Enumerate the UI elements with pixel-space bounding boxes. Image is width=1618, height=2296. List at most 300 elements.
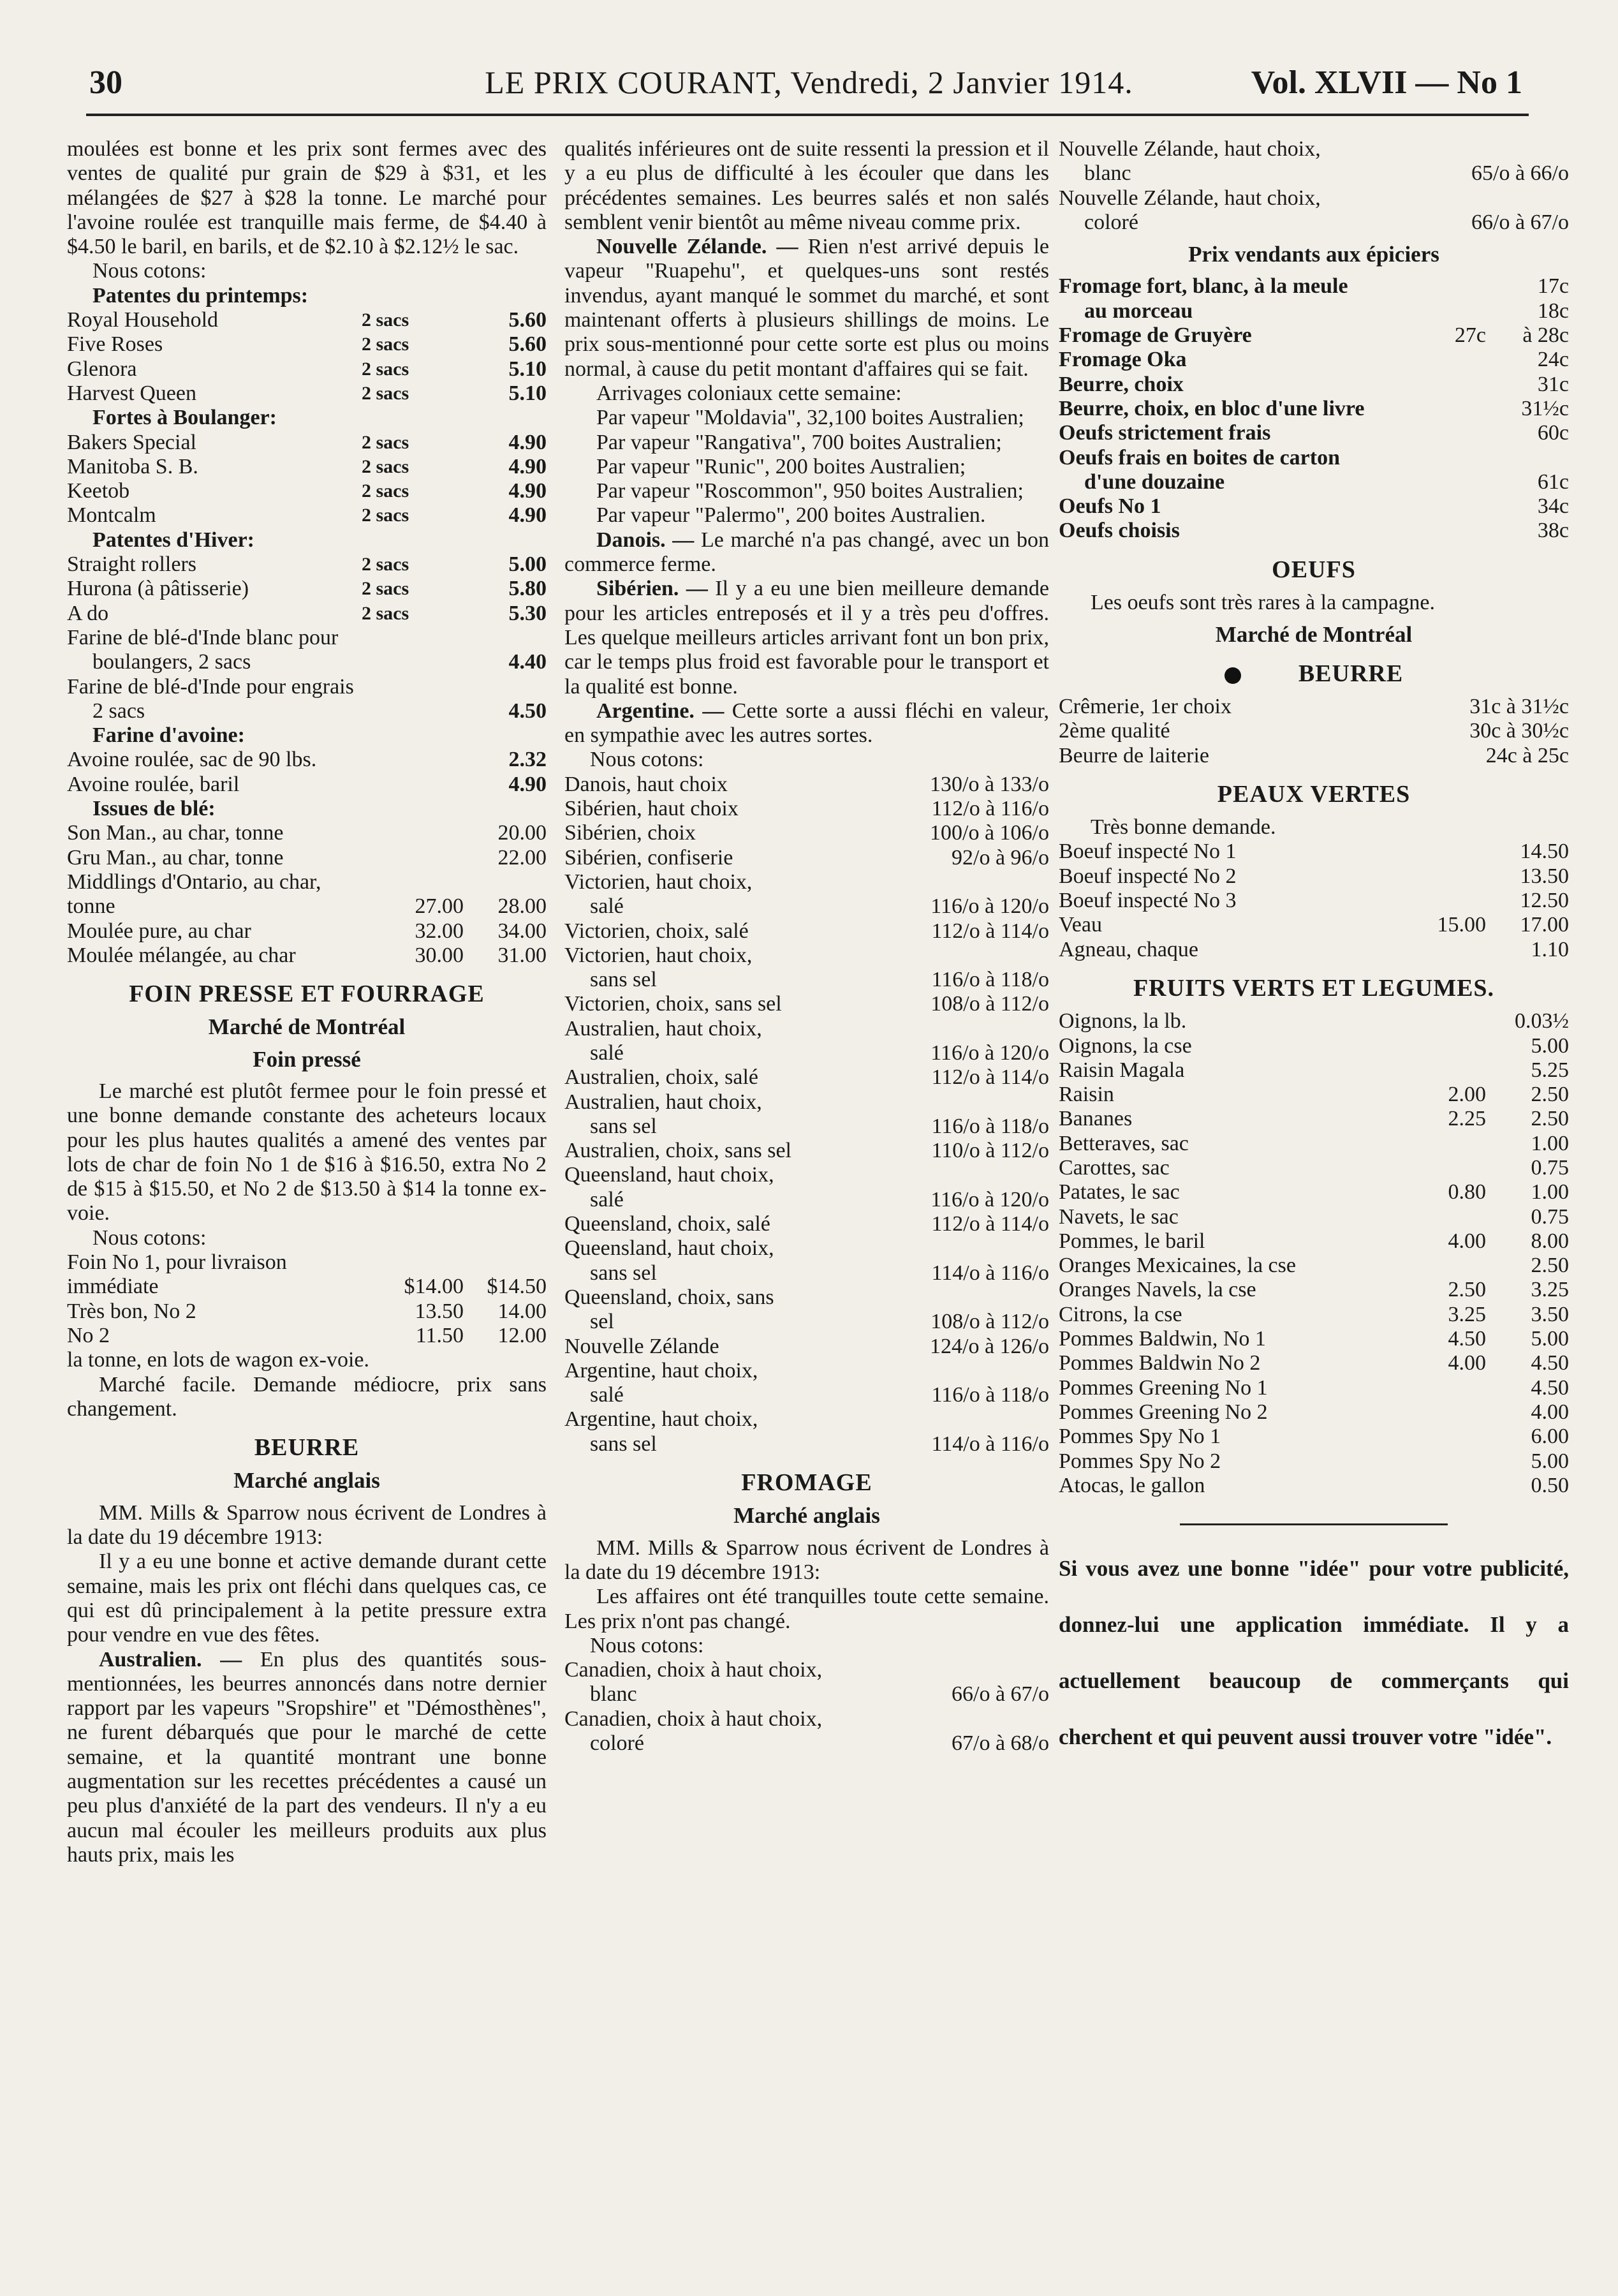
- item-name: Queensland, haut choix,: [564, 1236, 774, 1261]
- group-fortes: Fortes à Boulanger:: [92, 406, 277, 430]
- item-name: blanc: [590, 1682, 637, 1707]
- nz-paragraph: Nouvelle Zélande. — Rien n'est arrivé depuis le vapeur "Ruapehu", et quelques-uns sont restés invendus, ayant manqué le sommet du marché, et sont maintenant offerts à plusieurs shillings de moins. Le prix sous-mentionné pour cette sorte est plus ou moins normal, à cause du petit montant d'affaires qui se fait.: [564, 235, 1049, 381]
- subheading-epiciers: Prix vendants aux épiciers: [1188, 242, 1439, 267]
- item-name: Danois, haut choix: [564, 772, 728, 796]
- item-name: Sibérien, choix: [564, 821, 696, 845]
- item-price-range: 124/o à 126/o: [930, 1334, 1049, 1358]
- price-row: [1059, 1132, 1569, 1156]
- price-row: [1059, 323, 1569, 348]
- price-row: [1059, 161, 1569, 186]
- item-price-high: 8.00: [1531, 1229, 1569, 1253]
- price-row: [564, 1212, 1049, 1236]
- price-row: [564, 1407, 1049, 1432]
- item-quantity: 2 sacs: [362, 358, 409, 380]
- item-name: Gru Man., au char, tonne: [67, 845, 284, 870]
- group-avoine: Farine d'avoine:: [92, 723, 245, 748]
- item-name: Oranges Navels, la cse: [1059, 1278, 1256, 1302]
- price-row: [564, 992, 1049, 1016]
- item-name: salé: [590, 894, 624, 919]
- section-fruits: FRUITS VERTS ET LEGUMES.: [1133, 974, 1495, 1002]
- foin-after: la tonne, en lots de wagon ex-voie.: [67, 1348, 369, 1372]
- item-price: 5.10: [508, 381, 547, 405]
- list-nz: [1059, 137, 1569, 235]
- item-name: Victorien, choix, salé: [564, 919, 749, 943]
- item-quantity: 2 sacs: [362, 334, 409, 355]
- section-beurre: BEURRE: [1059, 662, 1569, 686]
- item-price-high: 2.50: [1531, 1254, 1569, 1278]
- price-row: [564, 1139, 1049, 1163]
- column-1: [67, 137, 547, 2287]
- item-price-high: 1.00: [1531, 1180, 1569, 1204]
- price-row: [1059, 913, 1569, 937]
- price-row: [67, 944, 547, 968]
- page-number: 30: [89, 64, 122, 101]
- volume-number: Vol. XLVII — No 1: [1251, 64, 1522, 101]
- price-row: [1059, 1351, 1569, 1375]
- item-price-high: 1.00: [1531, 1131, 1569, 1155]
- peaux-intro: Très bonne demande.: [1091, 815, 1276, 840]
- price-row: [1059, 421, 1569, 445]
- price-row: [564, 1236, 1049, 1261]
- item-name: Nouvelle Zélande, haut choix,: [1059, 137, 1321, 161]
- list-beurre: [1059, 695, 1569, 768]
- list-canadien: [564, 1658, 1049, 1756]
- item-price-low: 13.50: [415, 1299, 464, 1323]
- item-price: 5.80: [508, 577, 547, 601]
- price-row: [1059, 519, 1569, 543]
- item-name: Moulée pure, au char: [67, 919, 251, 943]
- arrivages-label: Arrivages coloniaux cette semaine:: [596, 381, 902, 405]
- item-price-range: 31c à 31½c: [1469, 694, 1569, 718]
- item-name: blanc: [1084, 161, 1131, 186]
- price-row: 2 sacs 4.50: [92, 699, 547, 723]
- item-price-high: à 28c: [1522, 323, 1569, 348]
- item-price-range: 100/o à 106/o: [930, 821, 1049, 845]
- item-name: Queensland, choix, sans: [564, 1285, 774, 1309]
- item-quantity: 2 sacs: [362, 309, 409, 331]
- mills-paragraph: MM. Mills & Sparrow nous écrivent de Londres à la date du 19 décembre 1913:: [564, 1536, 1049, 1584]
- price-row: [67, 381, 547, 406]
- item-price-low: 2.50: [1448, 1278, 1486, 1302]
- price-row: [1059, 470, 1569, 494]
- item-price: 5.60: [508, 308, 547, 332]
- price-row: [564, 1658, 1049, 1682]
- price-row: [1059, 373, 1569, 397]
- item-name: Oranges Mexicaines, la cse: [1059, 1254, 1296, 1278]
- list-printemps: [67, 308, 547, 406]
- item-name: Crêmerie, 1er choix: [1059, 694, 1232, 718]
- section-foin: FOIN PRESSE ET FOURRAGE: [129, 981, 485, 1008]
- divider: [1180, 1523, 1448, 1525]
- price-row: [1059, 137, 1569, 161]
- item-name: Sibérien, haut choix: [564, 797, 739, 821]
- item-name: Boeuf inspecté No 2: [1059, 864, 1237, 888]
- item-name: Pommes, le baril: [1059, 1229, 1205, 1253]
- item-price: 4.90: [508, 772, 547, 796]
- nous-cotons-label: Nous cotons:: [92, 259, 207, 283]
- price-row: [1059, 719, 1569, 743]
- price-row: [1059, 1278, 1569, 1302]
- item-price-range: 92/o à 96/o: [952, 845, 1049, 870]
- item-price-high: 38c: [1537, 519, 1569, 543]
- item-name: sans sel: [590, 1432, 657, 1456]
- australien-paragraph: Australien. — En plus des quantités sous-mentionnées, les beurres annoncés dans notre dernier rapport par les vapeurs "Sropshire" et "Démosthènes", ne furent débarqués que pour le marché de cette semaine, et la quantité montrant une bonne augmentation sur les recettes précédentes a causé un peu plus d'anxiété de la part des vendeurs. Il n'y a eu aucun mal écouler les meilleurs produits aux plus hauts prix, mais les: [67, 1647, 547, 1867]
- item-name: sans sel: [590, 968, 657, 992]
- item-name: Victorien, haut choix,: [564, 943, 753, 967]
- item-price-high: 22.00: [497, 845, 547, 870]
- item-price: 4.90: [508, 454, 547, 478]
- price-row: [1059, 1009, 1569, 1033]
- item-name: Victorien, choix, sans sel: [564, 992, 782, 1016]
- item-quantity: 2 sacs: [362, 554, 409, 575]
- bullet-icon: [1225, 667, 1241, 684]
- item-price-low: 15.00: [1437, 913, 1486, 937]
- price-row: [564, 821, 1049, 845]
- item-name: Australien, choix, sans sel: [564, 1139, 791, 1163]
- item-name: Citrons, la cse: [1059, 1302, 1182, 1326]
- price-row: [67, 602, 547, 626]
- siberien-paragraph: Sibérien. — Il y a eu une bien meilleure demande pour les articles entreposés et il y a très peu d'offres. Les quelque meilleurs articles arrivant font un bon prix, car le temps plus froid est favorable pour le transport et la qualité est bonne.: [564, 577, 1049, 699]
- item-name: Veau: [1059, 913, 1102, 937]
- foin-facile: Marché facile. Demande médiocre, prix sans changement.: [67, 1372, 547, 1421]
- price-row: [1059, 1303, 1569, 1327]
- price-row: [67, 1275, 547, 1299]
- item-name: Harvest Queen: [67, 381, 196, 405]
- group-hiver: Patentes d'Hiver:: [92, 528, 254, 552]
- item-price-range: 110/o à 112/o: [931, 1139, 1049, 1163]
- item-price-low: 0.80: [1448, 1180, 1486, 1204]
- item-price-range: 116/o à 120/o: [930, 1187, 1049, 1211]
- list-peaux: [1059, 840, 1569, 961]
- item-name: Raisin: [1059, 1083, 1114, 1107]
- item-quantity: 2 sacs: [362, 505, 409, 526]
- price-row: [564, 1041, 1049, 1065]
- item-price-high: 0.50: [1531, 1473, 1569, 1497]
- item-price-high: 5.00: [1531, 1449, 1569, 1473]
- price-row: [564, 773, 1049, 797]
- item-name: Bakers Special: [67, 430, 196, 454]
- list-item: Par vapeur "Runic", 200 boites Australien;: [596, 454, 966, 478]
- item-name: Pommes Baldwin No 2: [1059, 1351, 1261, 1375]
- subheading-anglais: Marché anglais: [233, 1468, 380, 1493]
- price-row: Farine de blé-d'Inde pour engrais: [67, 674, 354, 699]
- item-name: Australien, choix, salé: [564, 1065, 759, 1090]
- item-name: Pommes Spy No 2: [1059, 1449, 1221, 1473]
- item-quantity: 2 sacs: [362, 455, 409, 477]
- item-quantity: 2 sacs: [362, 480, 409, 502]
- nous-cotons-label: Nous cotons:: [590, 748, 704, 772]
- item-price-low: 4.00: [1448, 1351, 1486, 1375]
- item-price-range: 116/o à 120/o: [930, 894, 1049, 919]
- item-price-high: 31½c: [1521, 396, 1569, 420]
- item-name: Boeuf inspecté No 3: [1059, 889, 1237, 913]
- argentine-paragraph: Argentine. — Cette sorte a aussi fléchi en valeur, en sympathie avec les autres sortes.: [564, 699, 1049, 748]
- price-row: [564, 1682, 1049, 1707]
- item-name: No 2: [67, 1323, 110, 1347]
- item-price-range: 67/o à 68/o: [952, 1731, 1049, 1755]
- item-name: Queensland, choix, salé: [564, 1212, 770, 1236]
- item-name: Son Man., au char, tonne: [67, 821, 284, 845]
- list-item: Par vapeur "Moldavia", 32,100 boites Australien;: [596, 406, 1024, 430]
- item-name: Pommes Spy No 1: [1059, 1425, 1221, 1449]
- item-name: Queensland, haut choix,: [564, 1163, 774, 1187]
- section-oeufs: OEUFS: [1272, 556, 1356, 583]
- item-name: Agneau, chaque: [1059, 937, 1199, 961]
- item-name: coloré: [1084, 210, 1138, 234]
- price-row: [564, 1707, 1049, 1731]
- price-row: [564, 968, 1049, 992]
- item-price-low: 2.25: [1448, 1107, 1486, 1131]
- price-row: [564, 1115, 1049, 1139]
- item-quantity: 2 sacs: [362, 578, 409, 600]
- item-name: Fromage Oka: [1059, 348, 1187, 372]
- price-row: [564, 1090, 1049, 1115]
- price-row: [1059, 1327, 1569, 1351]
- price-row: [67, 1250, 547, 1275]
- price-row: [67, 1324, 547, 1348]
- item-quantity: 2 sacs: [362, 382, 409, 404]
- continued-paragraph: qualités inférieures ont de suite ressenti la pression et il y a eu plus de difficulté à les écouler que dans les précédentes semaines. Les beurres salés et non salés semblent venir bientôt au même niveau comme prix.: [564, 137, 1049, 234]
- item-price-low: 4.50: [1448, 1327, 1486, 1351]
- item-name: Beurre de laiterie: [1059, 743, 1209, 767]
- item-price-high: 14.00: [497, 1299, 547, 1323]
- item-name: Betteraves, sac: [1059, 1131, 1189, 1155]
- item-price-high: 3.50: [1531, 1302, 1569, 1326]
- item-name: 2ème qualité: [1059, 719, 1170, 743]
- item-name: Oeufs strictement frais: [1059, 421, 1271, 445]
- item-price-high: 34c: [1537, 494, 1569, 519]
- item-name: Oignons, la lb.: [1059, 1009, 1187, 1033]
- item-name: sans sel: [590, 1114, 657, 1138]
- item-price-high: 14.50: [1520, 840, 1569, 864]
- item-name: Argentine, haut choix,: [564, 1407, 758, 1432]
- item-price-high: 0.75: [1531, 1204, 1569, 1229]
- section-fromage: FROMAGE: [741, 1469, 872, 1497]
- price-row: [564, 1261, 1049, 1285]
- item-price-high: $14.50: [487, 1275, 547, 1299]
- price-row: [564, 894, 1049, 919]
- item-name: Navets, le sac: [1059, 1204, 1179, 1229]
- item-name: immédiate: [67, 1275, 159, 1299]
- item-price-range: 30c à 30½c: [1469, 719, 1569, 743]
- mills-paragraph: MM. Mills & Sparrow nous écrivent de Londres à la date du 19 décembre 1913:: [67, 1500, 547, 1550]
- price-row: Farine de blé-d'Inde blanc pour: [67, 625, 339, 649]
- item-name: Argentine, haut choix,: [564, 1358, 758, 1382]
- item-price-low: 2.00: [1448, 1083, 1486, 1107]
- item-price-high: 4.00: [1531, 1400, 1569, 1424]
- header-rule: [86, 114, 1529, 116]
- price-row: [1059, 274, 1569, 299]
- price-row: [564, 1285, 1049, 1310]
- price-row: [67, 455, 547, 479]
- column-3: [1059, 137, 1569, 2287]
- subheading-montreal: Marché de Montréal: [208, 1014, 406, 1040]
- item-price-range: 116/o à 118/o: [931, 1383, 1049, 1407]
- price-row: [1059, 1449, 1569, 1474]
- foin-paragraph: Le marché est plutôt fermee pour le foin pressé et une bonne demande constante des acheteurs locaux pour les plus hautes qualités a amené des ventes par lots de char de foin No 1 de $16 à $16.50, extra No 2 de $15 à $15.50, et No 2 de $13.50 à $14 la tonne ex-voie.: [67, 1079, 547, 1226]
- item-name: Glenora: [67, 357, 137, 381]
- item-name: Montcalm: [67, 503, 156, 528]
- item-name: Fromage de Gruyère: [1059, 323, 1252, 348]
- item-price-low: $14.00: [404, 1275, 464, 1299]
- price-row: [564, 1383, 1049, 1407]
- subheading-montreal: Marché de Montréal: [1215, 622, 1413, 648]
- item-price-range: 114/o à 116/o: [931, 1261, 1049, 1285]
- item-name: Moulée mélangée, au char: [67, 943, 296, 967]
- item-name: Keetob: [67, 479, 130, 503]
- item-name: Oeufs frais en boites de carton: [1059, 445, 1341, 470]
- price-row: [1059, 494, 1569, 519]
- price-row: [1059, 889, 1569, 913]
- item-price-high: 0.03½: [1515, 1009, 1569, 1033]
- page-header: [0, 0, 1618, 128]
- item-price-high: 2.50: [1531, 1083, 1569, 1107]
- item-price-high: 3.25: [1531, 1278, 1569, 1302]
- item-name: Manitoba S. B.: [67, 454, 198, 478]
- price-row: [1059, 1083, 1569, 1107]
- list-avoine: [67, 748, 547, 797]
- price-row: [67, 894, 547, 919]
- item-name: Avoine roulée, baril: [67, 772, 240, 796]
- item-price-high: 5.00: [1531, 1033, 1569, 1058]
- item-price-high: 6.00: [1531, 1425, 1569, 1449]
- section-beurre: BEURRE: [254, 1434, 360, 1462]
- nous-cotons-label: Nous cotons:: [92, 1226, 207, 1250]
- item-name: au morceau: [1084, 299, 1193, 323]
- item-name: Nouvelle Zélande: [564, 1334, 719, 1358]
- item-name: Bananes: [1059, 1107, 1133, 1131]
- item-price: 4.90: [508, 479, 547, 503]
- item-quantity: 2 sacs: [362, 602, 409, 624]
- list-fruits: [1059, 1009, 1569, 1498]
- list-cotations: [564, 773, 1049, 1456]
- item-name: sel: [590, 1310, 614, 1334]
- price-row: [67, 919, 547, 944]
- item-price-high: 2.50: [1531, 1107, 1569, 1131]
- item-price-range: 66/o à 67/o: [1471, 210, 1569, 234]
- item-price: 4.90: [508, 503, 547, 528]
- item-name: Boeuf inspecté No 1: [1059, 840, 1237, 864]
- subheading-anglais: Marché anglais: [733, 1503, 880, 1529]
- price-row: [1059, 1156, 1569, 1180]
- item-price-high: 20.00: [497, 821, 547, 845]
- item-price-high: 17c: [1537, 274, 1569, 299]
- section-peaux: PEAUX VERTES: [1217, 780, 1411, 808]
- item-price-range: 116/o à 118/o: [931, 1114, 1049, 1138]
- price-row: [1059, 1254, 1569, 1278]
- item-name: Middlings d'Ontario, au char,: [67, 870, 321, 894]
- item-price-high: 13.50: [1520, 864, 1569, 888]
- item-price-range: 108/o à 112/o: [930, 992, 1049, 1016]
- item-name: Pommes Baldwin, No 1: [1059, 1327, 1266, 1351]
- item-name: Patates, le sac: [1059, 1180, 1180, 1204]
- beurre-paragraph: Il y a eu une bonne et active demande durant cette semaine, mais les prix ont fléchi dans quelques cas, ce qui est dû principalement à la petite pressure extra pour vendre en vue des fêtes.: [67, 1550, 547, 1647]
- item-name: Pommes Greening No 1: [1059, 1375, 1268, 1400]
- item-price-high: 12.00: [497, 1323, 547, 1347]
- item-price: 5.00: [508, 552, 547, 577]
- item-name: Fromage fort, blanc, à la meule: [1059, 274, 1348, 299]
- item-price-high: 0.75: [1531, 1155, 1569, 1180]
- price-row: boulangers, 2 sacs 4.40: [92, 650, 547, 674]
- price-row: [564, 1335, 1049, 1359]
- item-price-high: 4.50: [1531, 1375, 1569, 1400]
- item-price-low: 27.00: [415, 894, 464, 919]
- intro-paragraph: moulées est bonne et les prix sont fermes avec des ventes de qualité pur grain de $29 à $31, et les mélangées de $27 à $28 la tonne. Le marché pour l'avoine roulée est tranquille mais ferme, de $4.40 à $4.50 le baril, en barils, et de $2.10 à $2.12½ le sac.: [67, 137, 547, 259]
- item-price-range: 116/o à 120/o: [930, 1041, 1049, 1065]
- item-price-high: 60c: [1537, 421, 1569, 445]
- price-row: [67, 846, 547, 870]
- item-price-high: 12.50: [1520, 889, 1569, 913]
- item-price-range: 65/o à 66/o: [1471, 161, 1569, 186]
- item-name: Sibérien, confiserie: [564, 845, 733, 870]
- item-price-high: 31.00: [497, 943, 547, 967]
- list-fortes: [67, 431, 547, 528]
- price-row: [564, 797, 1049, 821]
- item-price: 5.30: [508, 601, 547, 625]
- item-price: 4.90: [508, 430, 547, 454]
- item-price-high: 61c: [1537, 470, 1569, 494]
- item-name: Australien, haut choix,: [564, 1090, 762, 1114]
- item-name: Nouvelle Zélande, haut choix,: [1059, 186, 1321, 210]
- item-name: Five Roses: [67, 332, 163, 357]
- price-row: [1059, 299, 1569, 323]
- item-name: tonne: [67, 894, 115, 919]
- price-row: [564, 944, 1049, 968]
- list-item: Par vapeur "Palermo", 200 boites Australien.: [596, 503, 986, 528]
- price-row: [564, 870, 1049, 894]
- item-price-high: 18c: [1537, 299, 1569, 323]
- item-name: Beurre, choix, en bloc d'une livre: [1059, 396, 1365, 420]
- item-price-range: 112/o à 116/o: [931, 797, 1049, 821]
- price-row: [564, 1432, 1049, 1456]
- list-item: Par vapeur "Roscommon", 950 boites Australien;: [596, 479, 1024, 503]
- item-name: A do: [67, 601, 109, 625]
- price-row: [67, 577, 547, 601]
- item-price-low: 4.00: [1448, 1229, 1486, 1253]
- item-price: 2.32: [508, 748, 547, 772]
- item-price-range: 108/o à 112/o: [930, 1310, 1049, 1334]
- price-row: [1059, 1180, 1569, 1204]
- item-name: salé: [590, 1041, 624, 1065]
- column-2: [564, 137, 1049, 2287]
- list-item: Par vapeur "Rangativa", 700 boites Australien;: [596, 430, 1002, 454]
- item-name: salé: [590, 1187, 624, 1211]
- price-row: [1059, 1229, 1569, 1254]
- item-name: salé: [590, 1383, 624, 1407]
- price-row: [1059, 1107, 1569, 1131]
- item-name: Pommes Greening No 2: [1059, 1400, 1268, 1424]
- item-price: 5.60: [508, 332, 547, 357]
- item-price-range: 130/o à 133/o: [930, 772, 1049, 796]
- price-row: [67, 821, 547, 845]
- price-row: [67, 431, 547, 455]
- fromage-paragraph: Les affaires ont été tranquilles toute cette semaine. Les prix n'ont pas changé.: [564, 1585, 1049, 1633]
- item-name: Royal Household: [67, 308, 219, 332]
- advertisement-text: Si vous avez une bonne "idée" pour votre publicité, donnez-lui une application immédiate. Il y a actuellement beaucoup de commerçants qui cherchent et qui peuvent aussi trouver votre "idée".: [1059, 1556, 1569, 1750]
- item-name: Avoine roulée, sac de 90 lbs.: [67, 748, 317, 772]
- price-row: [1059, 1205, 1569, 1229]
- item-price-range: 24c à 25c: [1485, 743, 1569, 767]
- price-row: [1059, 1034, 1569, 1058]
- price-row: [67, 552, 547, 577]
- oeufs-paragraph: Les oeufs sont très rares à la campagne.: [1091, 591, 1435, 615]
- price-row: [564, 1188, 1049, 1212]
- item-price-range: 66/o à 67/o: [952, 1682, 1049, 1707]
- item-name: sans sel: [590, 1261, 657, 1285]
- item-price-range: 112/o à 114/o: [931, 1212, 1049, 1236]
- item-quantity: 2 sacs: [362, 431, 409, 453]
- item-name: Beurre, choix: [1059, 372, 1184, 396]
